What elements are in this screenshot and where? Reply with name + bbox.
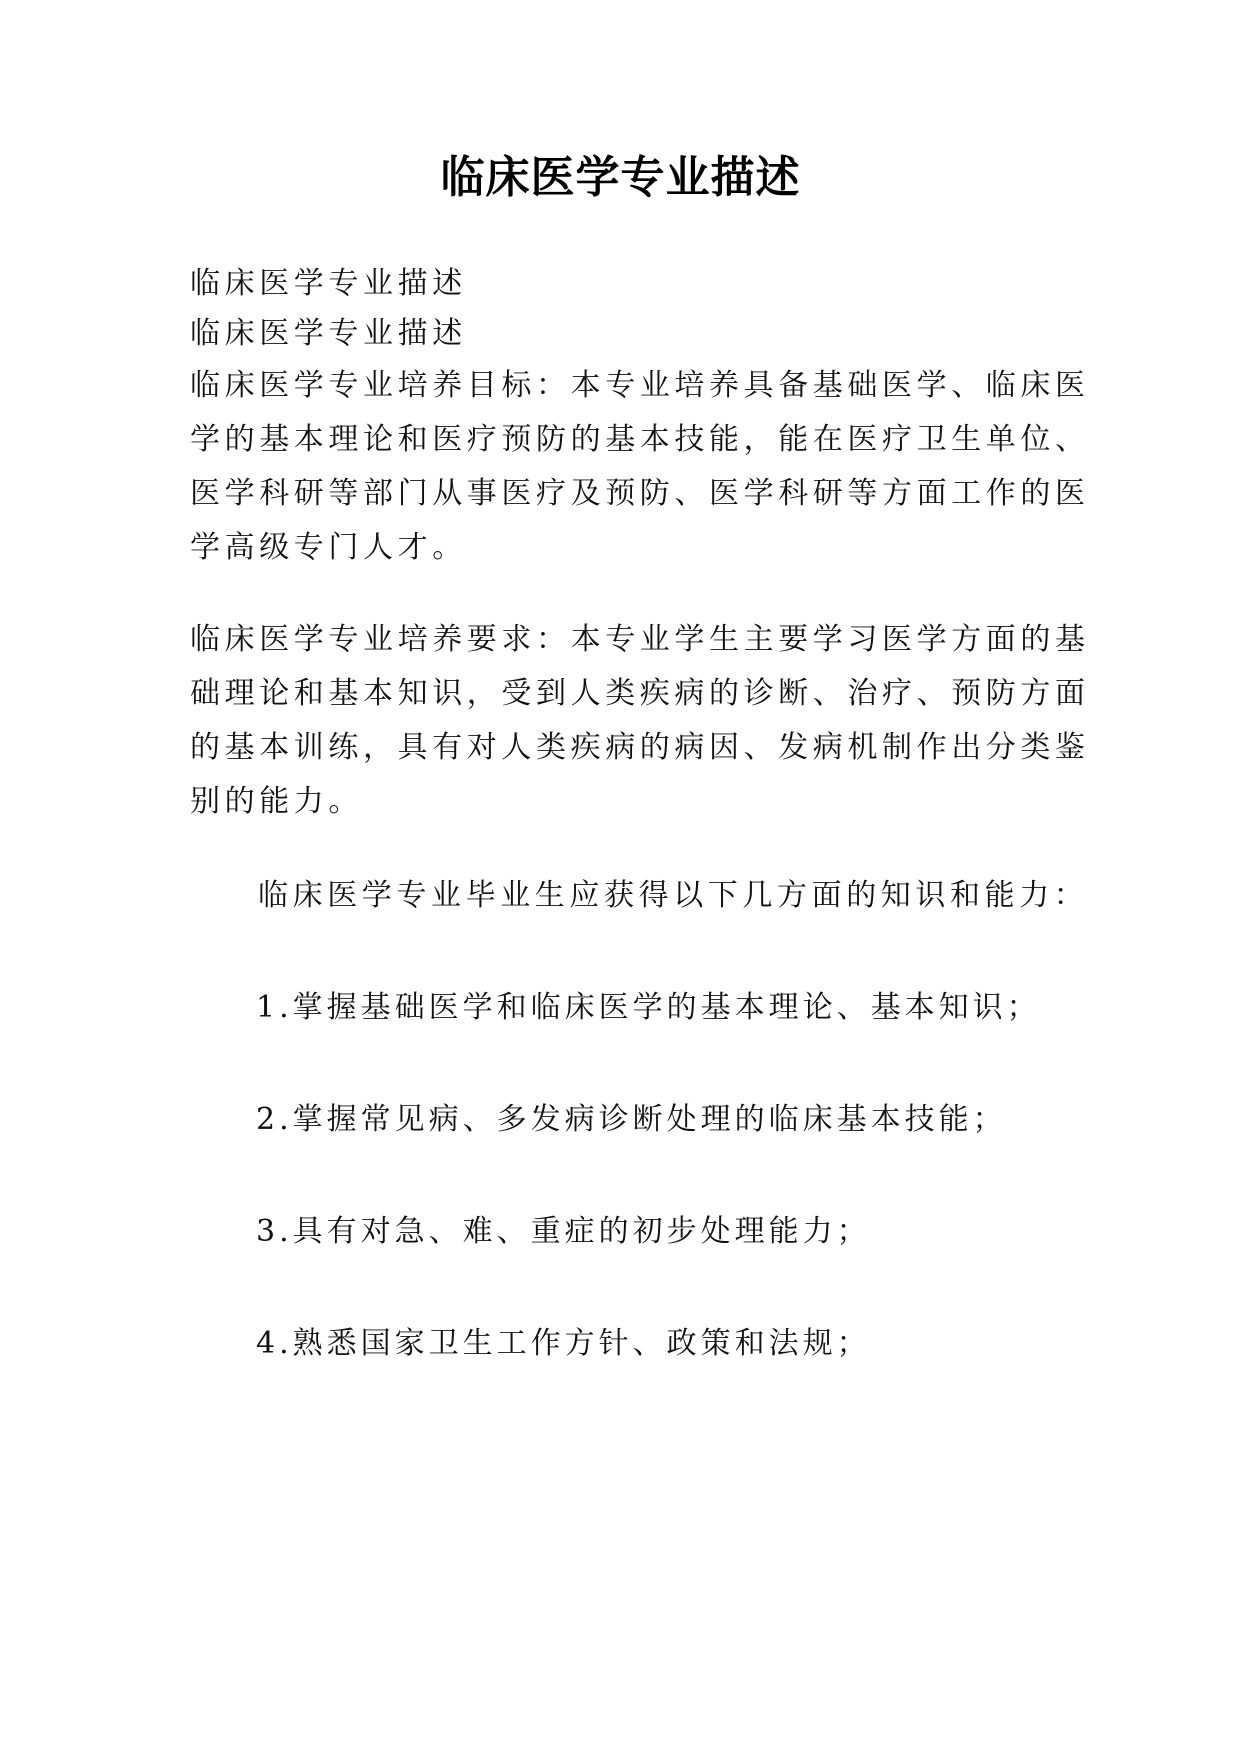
paragraph-2-line-1: 临床医学专业培养要求：本专业学生主要学习医学方面的基 [190, 622, 1090, 657]
paragraph-1-line-4: 学高级专门人才。 [190, 530, 467, 565]
paragraph-2-line-2: 础理论和基本知识，受到人类疾病的诊断、治疗、预防方面 [190, 676, 1090, 711]
list-item-4: 4.熟悉国家卫生工作方针、政策和法规； [256, 1326, 871, 1361]
paragraph-2-line-3: 的基本训练，具有对人类疾病的病因、发病机制作出分类鉴 [190, 730, 1090, 765]
header-line-1: 临床医学专业描述 [190, 266, 467, 301]
document-title: 临床医学专业描述 [440, 152, 801, 203]
paragraph-1-line-3: 医学科研等部门从事医疗及预防、医学科研等方面工作的医 [190, 476, 1090, 511]
paragraph-1-line-1: 临床医学专业培养目标：本专业培养具备基础医学、临床医 [190, 368, 1090, 403]
header-line-2: 临床医学专业描述 [190, 316, 467, 351]
list-item-1: 1.掌握基础医学和临床医学的基本理论、基本知识； [256, 990, 1041, 1025]
paragraph-1-line-2: 学的基本理论和医疗预防的基本技能，能在医疗卫生单位、 [190, 422, 1090, 457]
list-item-2: 2.掌握常见病、多发病诊断处理的临床基本技能； [256, 1102, 1007, 1137]
intro-line: 临床医学专业毕业生应获得以下几方面的知识和能力： [258, 878, 1089, 913]
list-item-3: 3.具有对急、难、重症的初步处理能力； [256, 1214, 871, 1249]
paragraph-2-line-4: 别的能力。 [190, 784, 363, 819]
